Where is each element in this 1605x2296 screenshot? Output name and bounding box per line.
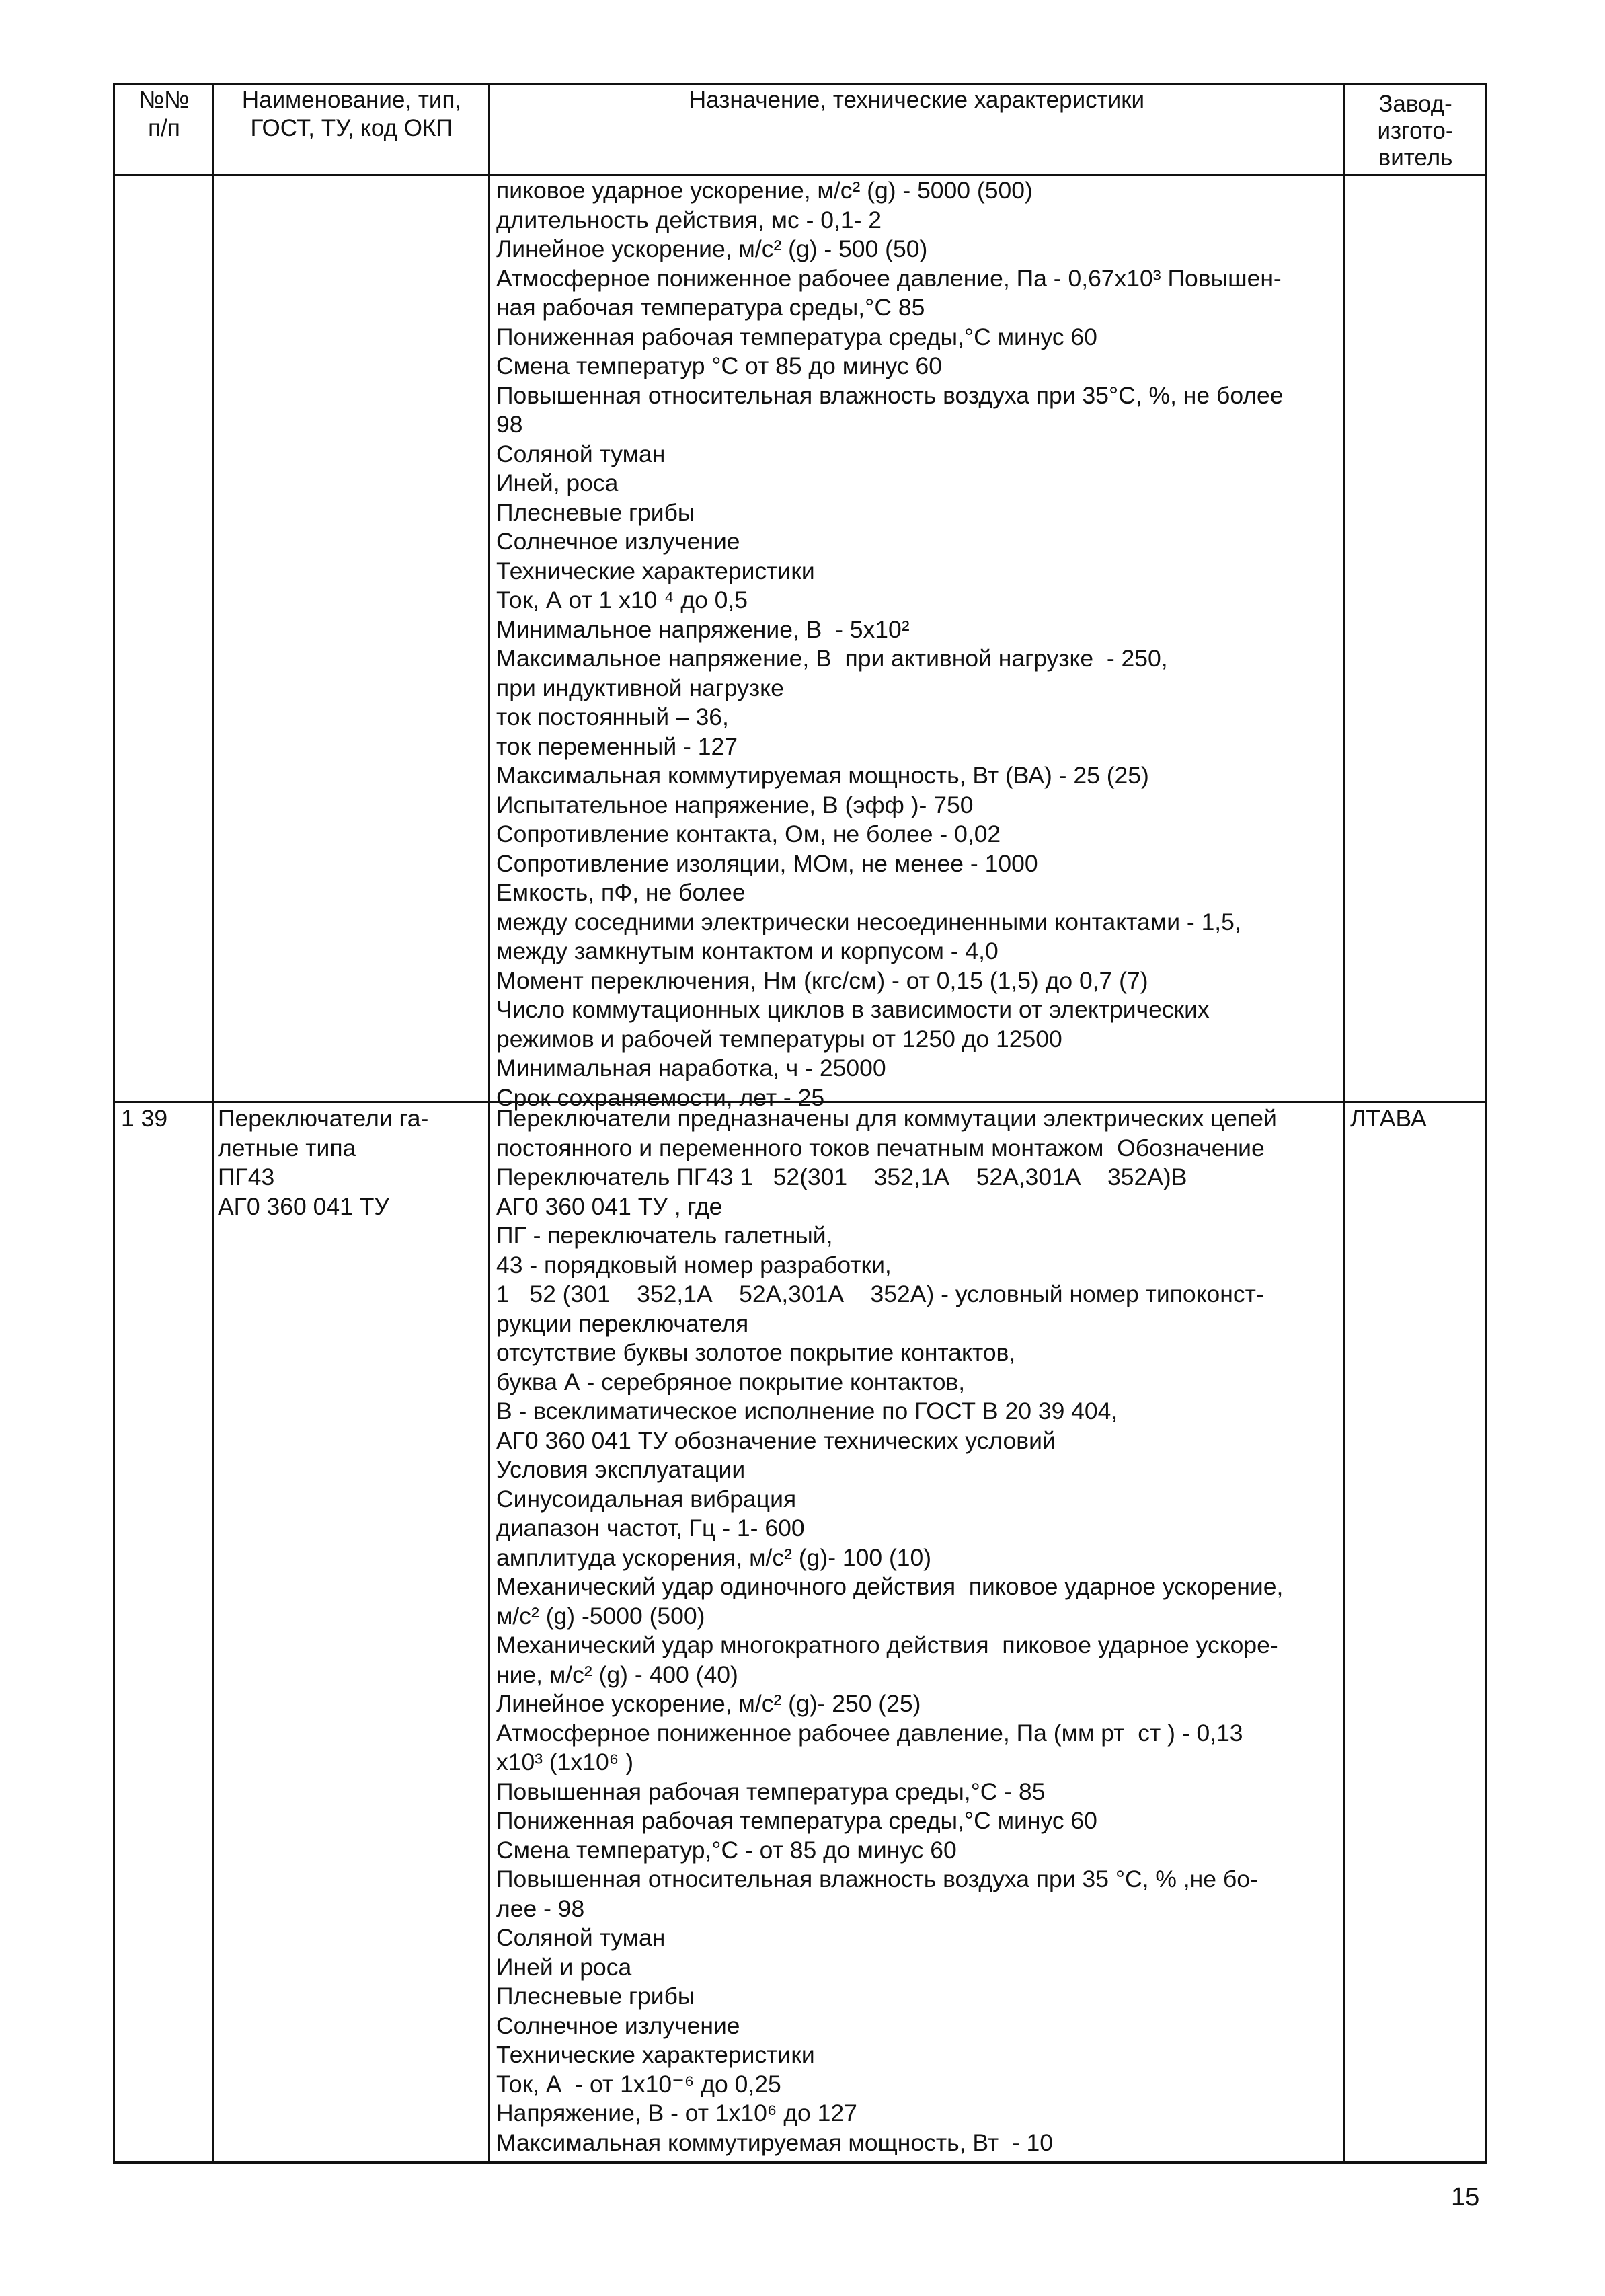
- description-line: Плесневые грибы: [496, 1983, 695, 2010]
- description-line: рукции переключателя: [496, 1309, 749, 1337]
- header-bottom-border: [113, 174, 1487, 176]
- description-line: ток переменный - 127: [496, 732, 738, 760]
- description-line: Сопротивление изоляции, МОм, не менее - 1000: [496, 849, 1038, 877]
- description-line: амплитуда ускорения, м/с² (g)- 100 (10): [496, 1543, 932, 1571]
- description-line: Повышенная относительная влажность воздуха при 35 °С, % ,не бо-: [496, 1866, 1258, 1892]
- description-line: Ток, А - от 1x10⁻⁶ до 0,25: [496, 2070, 781, 2098]
- description-line: Напряжение, В - от 1x10⁶ до 127: [496, 2100, 857, 2127]
- description-line: Механический удар многократного действия пиковое ударное ускоре-: [496, 1632, 1278, 1658]
- description-line: Повышенная относительная влажность воздуха при 35°С, %, не более: [496, 381, 1284, 409]
- row-continued-description: [496, 176, 1284, 1112]
- page-number: 15: [1451, 2183, 1480, 2211]
- description-line: между замкнутым контактом и корпусом - 4,0: [496, 937, 999, 964]
- description-line: Технические характеристики: [496, 557, 815, 584]
- description-line: Смена температур °С от 85 до минус 60: [496, 352, 943, 379]
- description-line: Солнечное излучение: [496, 528, 740, 555]
- description-line: постоянного и переменного токов печатным монтажом Обозначение: [496, 1134, 1265, 1161]
- description-line: Смена температур,°С - от 85 до минус 60: [496, 1836, 957, 1864]
- description-line: Срок сохраняемости, лет - 25: [496, 1083, 825, 1111]
- description-line: пиковое ударное ускорение, м/с² (g) - 5000 (500): [496, 177, 1033, 204]
- description-line: лее - 98: [496, 1895, 585, 1922]
- header-maker: Завод- изгото- витель: [1377, 91, 1454, 171]
- description-line: Солнечное излучение: [496, 2012, 740, 2039]
- description-line: ток постоянный – 36,: [496, 703, 729, 730]
- description-line: длительность действия, мс - 0,1- 2: [496, 206, 882, 233]
- description-line: Линейное ускорение, м/с² (g) - 500 (50): [496, 235, 928, 262]
- description-line: Атмосферное пониженное рабочее давление, Па - 0,67x10³ Повышен-: [496, 264, 1282, 292]
- description-line: 98: [496, 411, 523, 438]
- description-line: Иней, роса: [496, 469, 619, 496]
- description-line: Максимальная коммутируемая мощность, Вт - 10: [496, 2129, 1054, 2156]
- description-line: отсутствие буквы золотое покрытие контактов,: [496, 1339, 1016, 1366]
- column-divider-3: [1343, 83, 1345, 2164]
- description-line: 43 - порядковый номер разработки,: [496, 1251, 892, 1278]
- description-line: Переключатели предназначены для коммутации электрических цепей: [496, 1105, 1277, 1132]
- description-line: буква А - серебряное покрытие контактов,: [496, 1368, 966, 1395]
- description-line: Переключатель ПГ43 1 52(301 352,1А 52А,301А 352А)В: [496, 1163, 1187, 1190]
- header-name: Наименование, тип, ГОСТ, ТУ, код ОКП: [241, 87, 462, 141]
- table-top-border: [113, 83, 1487, 85]
- description-line: между соседними электрически несоединенными контактами - 1,5,: [496, 908, 1241, 935]
- header-number: №№ п/п: [139, 87, 190, 141]
- description-line: Число коммутационных циклов в зависимости от электрических: [496, 996, 1210, 1023]
- row-maker: ЛТАВА: [1350, 1105, 1427, 1132]
- description-line: ние, м/с² (g) - 400 (40): [496, 1660, 738, 1688]
- description-line: Минимальная наработка, ч - 25000: [496, 1055, 886, 1081]
- description-line: Минимальное напряжение, В - 5x10²: [496, 615, 910, 643]
- description-line: при индуктивной нагрузке: [496, 674, 784, 701]
- header-purpose: Назначение, технические характеристики: [689, 87, 1145, 113]
- description-line: Пониженная рабочая температура среды,°С минус 60: [496, 1807, 1097, 1834]
- column-divider-1: [212, 83, 214, 2164]
- description-line: Соляной туман: [496, 440, 666, 467]
- row-name: Переключатели га- летные типа ПГ43 АГ0 360 041 ТУ: [218, 1105, 429, 1220]
- description-line: Технические характеристики: [496, 2041, 815, 2068]
- description-line: Емкость, пФ, не более: [496, 879, 746, 906]
- description-line: Атмосферное пониженное рабочее давление, Па (мм рт ст ) - 0,13: [496, 1719, 1243, 1747]
- description-line: Максимальная коммутируемая мощность, Вт (ВА) - 25 (25): [496, 762, 1149, 789]
- description-line: диапазон частот, Гц - 1- 600: [496, 1515, 805, 1541]
- description-line: 1 52 (301 352,1А 52А,301А 352А) - условный номер типоконст-: [496, 1280, 1264, 1307]
- description-line: Повышенная рабочая температура среды,°С - 85: [496, 1777, 1046, 1805]
- description-line: АГ0 360 041 ТУ обозначение технических условий: [496, 1426, 1056, 1454]
- description-line: Пониженная рабочая температура среды,°С минус 60: [496, 323, 1097, 350]
- description-line: Синусоидальная вибрация: [496, 1485, 797, 1513]
- description-line: Соляной туман: [496, 1924, 666, 1951]
- description-line: Условия эксплуатации: [496, 1456, 746, 1483]
- description-line: Линейное ускорение, м/с² (g)- 250 (25): [496, 1690, 921, 1717]
- row-number: 1 39: [121, 1105, 168, 1132]
- description-line: АГ0 360 041 ТУ , где: [496, 1192, 723, 1220]
- description-line: Сопротивление контакта, Ом, не более - 0,02: [496, 820, 1001, 847]
- table-right-border: [1485, 83, 1487, 2164]
- description-line: режимов и рабочей температуры от 1250 до 12500: [496, 1025, 1062, 1053]
- table-left-border: [113, 83, 115, 2164]
- row-description: [496, 1104, 1283, 2157]
- description-line: Испытательное напряжение, В (эфф )- 750: [496, 791, 974, 818]
- column-divider-2: [488, 83, 490, 2164]
- description-line: Ток, А от 1 x10 ⁴ до 0,5: [496, 586, 748, 613]
- description-line: ПГ - переключатель галетный,: [496, 1222, 833, 1249]
- description-line: м/с² (g) -5000 (500): [496, 1602, 705, 1630]
- description-line: В - всеклиматическое исполнение по ГОСТ В 20 39 404,: [496, 1398, 1118, 1424]
- table-bottom-border: [113, 2161, 1487, 2164]
- description-line: Механический удар одиночного действия пиковое ударное ускорение,: [496, 1573, 1284, 1600]
- description-line: ная рабочая температура среды,°С 85: [496, 294, 925, 321]
- description-line: Иней и роса: [496, 1953, 632, 1981]
- description-line: Плесневые грибы: [496, 498, 695, 526]
- description-line: x10³ (1x10⁶ ): [496, 1749, 634, 1775]
- description-line: Момент переключения, Нм (кгс/см) - от 0,15 (1,5) до 0,7 (7): [496, 966, 1148, 994]
- description-line: Максимальное напряжение, В при активной нагрузке - 250,: [496, 645, 1168, 672]
